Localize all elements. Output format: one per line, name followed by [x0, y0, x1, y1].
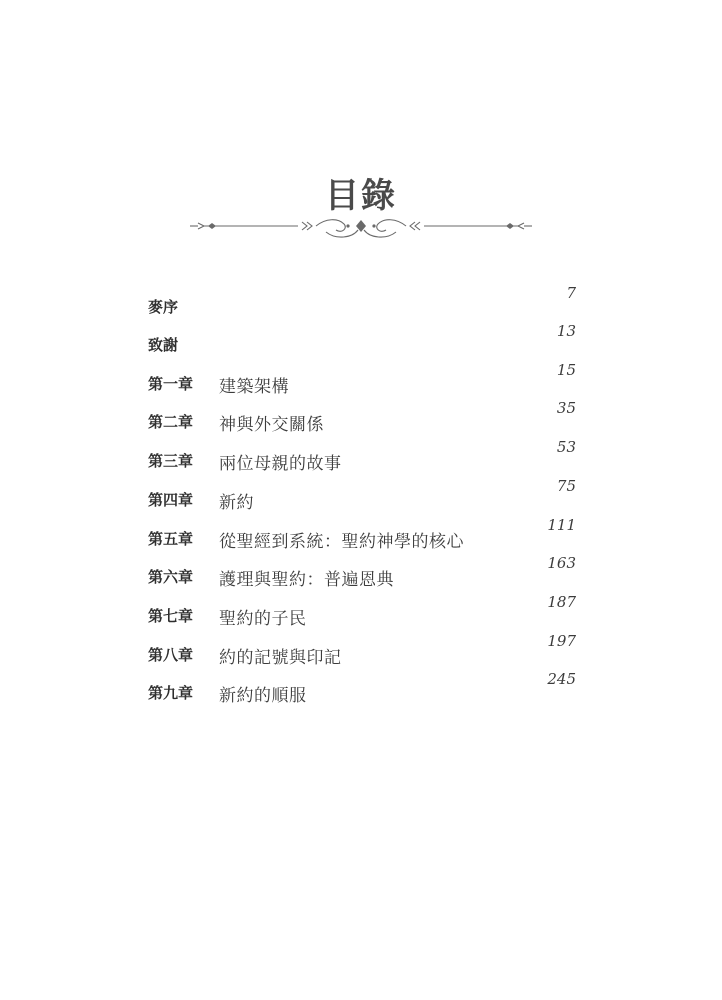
- toc-page-number: 163: [547, 554, 576, 572]
- toc-label: 第四章: [148, 491, 194, 509]
- toc-entry-chapter-2[interactable]: [0, 399, 722, 437]
- toc-label: 第九章: [148, 684, 194, 702]
- toc-heading: 新約: [219, 493, 254, 513]
- toc-heading: 聖約的子民: [219, 609, 307, 629]
- toc-entry-chapter-5[interactable]: [0, 516, 722, 554]
- toc-page-number: 15: [556, 361, 576, 379]
- toc-page-number: 35: [556, 399, 576, 417]
- toc-heading: 從聖經到系統：聖約神學的核心: [219, 532, 464, 552]
- toc-page-number: 197: [547, 632, 576, 650]
- toc-page-number: 13: [556, 322, 576, 340]
- toc-entry-preface[interactable]: [0, 284, 722, 322]
- toc-page-number: 75: [556, 477, 576, 495]
- toc-entry-chapter-7[interactable]: [0, 593, 722, 631]
- toc-heading: 護理與聖約：普遍恩典: [219, 570, 394, 590]
- toc-page-number: 53: [556, 438, 576, 456]
- toc-entry-chapter-1[interactable]: [0, 361, 722, 399]
- toc-label: 第一章: [148, 375, 194, 393]
- toc-label: 第八章: [148, 646, 194, 664]
- toc-label: 第三章: [148, 452, 194, 470]
- toc-page-number: 187: [547, 593, 576, 611]
- toc-page-number: 111: [547, 516, 576, 534]
- toc-page-number: 245: [547, 670, 576, 688]
- toc-label: 第六章: [148, 568, 194, 586]
- toc-label: 第七章: [148, 607, 194, 625]
- toc-label: 第二章: [148, 413, 194, 431]
- toc-heading: 兩位母親的故事: [219, 454, 342, 474]
- toc-heading: 神與外交關係: [219, 415, 324, 435]
- page-title: 目錄: [325, 176, 397, 216]
- toc-entry-chapter-3[interactable]: [0, 438, 722, 476]
- toc-entry-chapter-4[interactable]: [0, 477, 722, 515]
- toc-entry-chapter-8[interactable]: [0, 632, 722, 670]
- toc-label: 致謝: [148, 336, 179, 354]
- toc-entry-chapter-6[interactable]: [0, 554, 722, 592]
- toc-entry-acknowledgements[interactable]: [0, 322, 722, 360]
- toc-entry-chapter-9[interactable]: [0, 670, 722, 708]
- toc-heading: 新約的順服: [219, 686, 307, 706]
- toc-label: 麥序: [148, 298, 179, 316]
- toc-label: 第五章: [148, 530, 194, 548]
- toc-page-number: 7: [566, 284, 576, 302]
- toc-heading: 建築架構: [219, 377, 289, 397]
- toc-heading: 約的記號與印記: [219, 648, 342, 668]
